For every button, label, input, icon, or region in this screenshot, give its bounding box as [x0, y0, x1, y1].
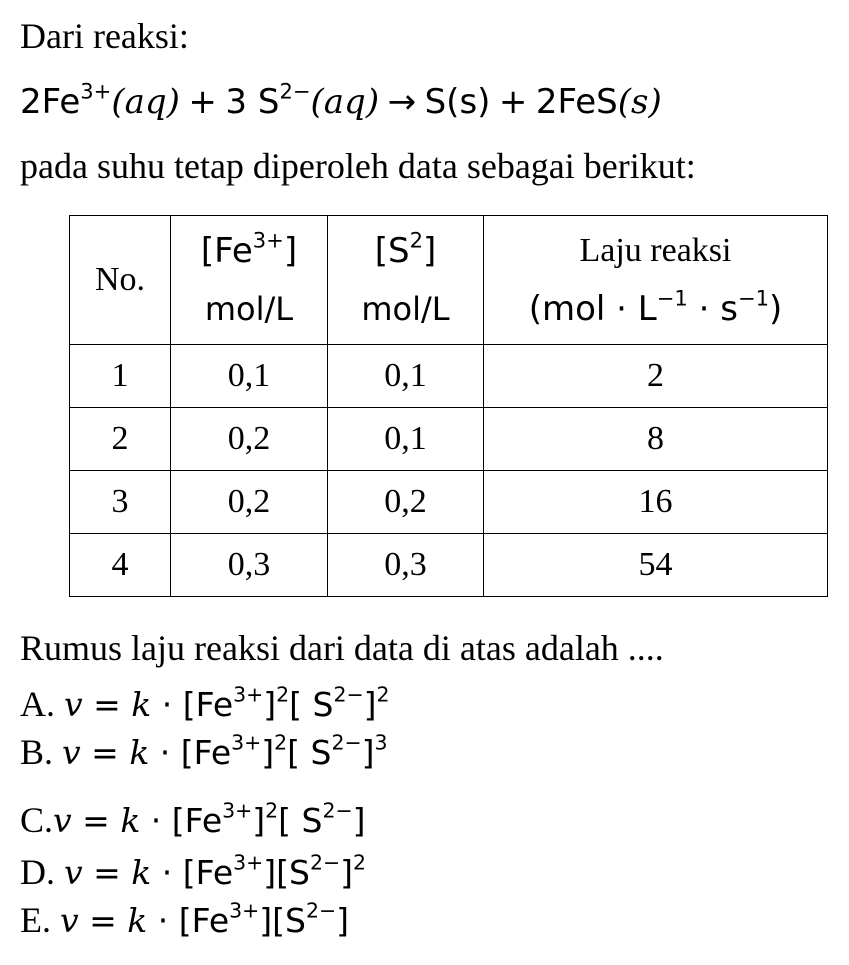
product-s: S(s)	[424, 82, 491, 122]
option-c[interactable]: $C.v = k \cdot [Fe^{3+}]^2$[ $S^{2-}$]	[20, 798, 366, 840]
table-row: 2 0,2 0,1 8	[70, 408, 828, 471]
condition-text: pada suhu tetap diperoleh data sebagai berikut:	[20, 146, 696, 186]
reaction-equation: $2Fe^{3+}(aq) + 3$ $S^{2-}(aq) \to S(s) + 2FeS(s)$	[20, 78, 662, 122]
header-fe-concentration: $[Fe^{3+}]$ mol/L	[171, 216, 328, 345]
table-header-row	[70, 216, 828, 345]
option-e[interactable]: E. $v = k \cdot [Fe^{3+}][S^{2-}]$	[20, 898, 349, 940]
reaction-arrow: →	[387, 82, 417, 122]
table-row: 3 0,2 0,2 16	[70, 471, 828, 534]
table-row: 4 0,3 0,3 54	[70, 534, 828, 597]
product-fes: 2FeS(s)	[535, 82, 662, 122]
table-row: 1 0,1 0,1 2	[70, 345, 828, 408]
question-text: Rumus laju reaksi dari data di atas adalah ....	[20, 628, 664, 668]
rate-data-table	[69, 215, 828, 597]
reactant-fe: $2Fe^{3+}(aq)$	[20, 78, 180, 122]
header-reaction-rate: Laju reaksi $(mol \cdot L^{-1} \cdot s^{-1})$	[484, 216, 828, 345]
option-a[interactable]: A. $v = k \cdot [Fe^{3+}]^2$[ $S^{2-}]^2$	[20, 682, 390, 724]
option-b[interactable]: B. $v = k \cdot [Fe^{3+}]^2$[ $S^{2-}]^3$	[20, 730, 388, 772]
reactant-s: 3 $S^{2-}(aq)$	[225, 78, 380, 122]
header-no: No.	[70, 216, 171, 345]
intro-text: Dari reaksi:	[20, 16, 189, 56]
header-s-concentration: $[S^2]$ mol/L	[328, 216, 484, 345]
option-d[interactable]: D. $v = k \cdot [Fe^{3+}][S^{2-}]^2$	[20, 850, 366, 892]
